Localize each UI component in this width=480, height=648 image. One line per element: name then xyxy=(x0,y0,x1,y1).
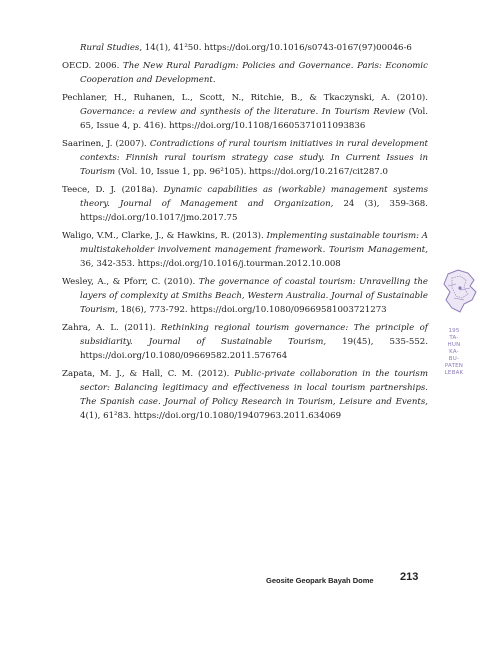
reference-entry xyxy=(62,137,428,179)
page-number: 213 xyxy=(400,571,419,583)
reference-italic: Implementing sustainable tourism: A multistakeholder involvement management framework. Tourism Management, xyxy=(80,231,428,255)
side-label-line: PATEN xyxy=(444,363,464,369)
reference-authors: Zahra, A. L. (2011). xyxy=(62,323,161,333)
side-label-line: LEBAK xyxy=(444,370,464,376)
reference-entry xyxy=(62,229,428,271)
side-label xyxy=(440,328,468,377)
reference-italic: Governance: a review and synthesis of the literature. In Tourism Review xyxy=(80,107,405,117)
reference-authors: Waligo, V.M., Clarke, J., & Hawkins, R. (2013). xyxy=(62,231,267,241)
side-label-line: 195 xyxy=(448,328,460,334)
reference-italic: Rural Studies, xyxy=(80,43,143,53)
reference-post: (Vol. 65, Issue 4, p. 416). https://doi.org/10.1108/16605371011093836 xyxy=(80,107,429,131)
reference-entry xyxy=(62,275,428,317)
reference-post: 36, 342-353. https://doi.org/10.1016/j.tourman.2012.10.008 xyxy=(80,259,341,269)
reference-authors: Teece, D. J. (2018a). xyxy=(62,185,164,195)
reference-entry xyxy=(62,41,428,55)
reference-italic: The governance of coastal tourism: Unravelling the layers of complexity at Smiths Beach, Western Australia. Journal of Sustainable Tourism, xyxy=(80,277,428,315)
reference-entry xyxy=(62,91,428,133)
reference-italic: Public-private collaboration in the tourism sector: Balancing legitimacy and effectiveness in local tourism partnerships. The Spanish case. Journal of Policy Research in Tourism, Leisure and Events, xyxy=(80,369,428,407)
side-label-line: KA- xyxy=(449,349,459,355)
reference-italic: Dynamic capabilities as (workable) management systems theory. Journal of Management and Organization, xyxy=(80,185,428,209)
reference-list xyxy=(62,41,428,427)
reference-entry xyxy=(62,59,428,87)
reference-authors: Saarinen, J. (2007). xyxy=(62,139,150,149)
reference-authors: OECD. 2006. xyxy=(62,61,123,71)
reference-authors: Zapata, M. J., & Hall, C. M. (2012). xyxy=(62,369,235,379)
side-label-line: TA- xyxy=(449,335,459,341)
side-label-line: HUN xyxy=(447,342,461,348)
reference-post: 18(6), 773-792. https://doi.org/10.1080/09669581003721273 xyxy=(117,305,387,315)
map-emblem-icon xyxy=(440,268,480,314)
reference-post: 4(1), 61²83. https://doi.org/10.1080/19407963.2011.634069 xyxy=(80,411,342,421)
footer-title: Geosite Geopark Bayah Dome xyxy=(266,576,374,585)
reference-post: 24 (3), 359-368. https://doi.org/10.1017/jmo.2017.75 xyxy=(80,199,428,223)
reference-authors: Wesley, A., & Pforr, C. (2010). xyxy=(62,277,199,287)
reference-entry xyxy=(62,183,428,225)
reference-italic: The New Rural Paradigm: Policies and Governance. Paris: Economic Cooperation and Development. xyxy=(80,61,428,85)
reference-post: 19(45), 535-552. https://doi.org/10.1080/09669582.2011.576764 xyxy=(80,337,428,361)
reference-post: (Vol. 10, Issue 1, pp. 96²105). https://doi.org/10.2167/cit287.0 xyxy=(115,167,388,177)
reference-post: 14(1), 41²50. https://doi.org/10.1016/s0743-0167(97)00046-6 xyxy=(142,43,412,53)
reference-entry xyxy=(62,367,428,423)
reference-authors: Pechlaner, H., Ruhanen, L., Scott, N., Ritchie, B., & Tkaczynski, A. (2010). xyxy=(62,93,428,103)
side-label-line: BU- xyxy=(448,356,460,362)
reference-italic: Contradictions of rural tourism initiatives in rural development contexts: Finnish rural tourism strategy case study. In Current Issues in Tourism xyxy=(80,139,429,177)
reference-italic: Rethinking regional tourism governance: The principle of subsidiarity. Journal of Sustainable Tourism, xyxy=(80,323,428,347)
reference-entry xyxy=(62,321,428,363)
